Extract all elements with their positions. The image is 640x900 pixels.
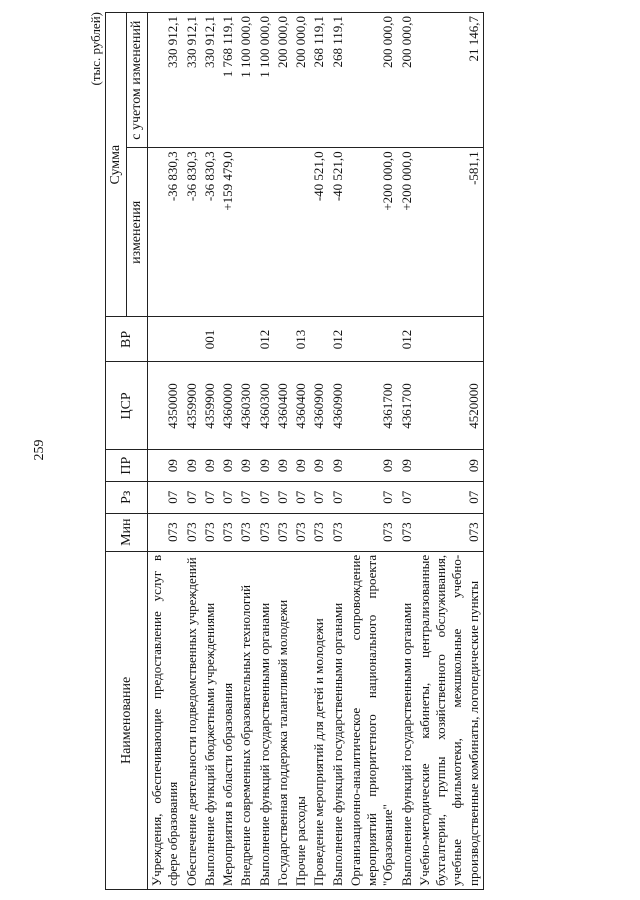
cell-rz: 07 [292, 481, 310, 513]
cell-csr: 4360900 [329, 362, 347, 450]
cell-csr: 4360000 [219, 362, 237, 450]
cell-total: 330 912,1 [183, 13, 201, 148]
cell-pr: 09 [274, 450, 292, 482]
cell-csr: 4360400 [274, 362, 292, 450]
cell-vr: 012 [329, 317, 347, 362]
table-row [292, 13, 310, 890]
cell-pr: 09 [398, 450, 416, 482]
cell-rz: 07 [201, 481, 219, 513]
cell-pr: 09 [201, 450, 219, 482]
table-row [148, 13, 183, 890]
cell-total: 1 100 000,0 [237, 13, 255, 148]
cell-rz: 07 [329, 481, 347, 513]
budget-table [105, 12, 484, 890]
cell-vr [219, 317, 237, 362]
cell-rz: 07 [237, 481, 255, 513]
cell-min: 073 [347, 513, 398, 551]
table-row [310, 13, 328, 890]
cell-pr: 09 [310, 450, 328, 482]
cell-name: Учебно-методические кабинеты, централизованные бухгалтерии, группы хозяйственного обслуживания, учебные фильмотеки, межшкольные учебно-производственные комбинаты, логопедические пункты [416, 551, 484, 889]
cell-total: 200 000,0 [398, 13, 416, 148]
table-row [201, 13, 219, 890]
cell-pr: 09 [219, 450, 237, 482]
cell-name: Проведение мероприятий для детей и молодежи [310, 551, 328, 889]
header-sum: Сумма [106, 13, 127, 317]
cell-rz: 07 [256, 481, 274, 513]
cell-rz: 07 [416, 481, 484, 513]
cell-name: Обеспечение деятельности подведомственных учреждений [183, 551, 201, 889]
cell-csr: 4360300 [237, 362, 255, 450]
table-row [237, 13, 255, 890]
cell-vr [347, 317, 398, 362]
cell-csr: 4359900 [201, 362, 219, 450]
cell-change: +200 000,0 [398, 148, 416, 317]
cell-change: -36 830,3 [201, 148, 219, 317]
cell-rz: 07 [347, 481, 398, 513]
cell-rz: 07 [398, 481, 416, 513]
cell-change: -36 830,3 [148, 148, 183, 317]
header-min: Мин [106, 513, 148, 551]
cell-min: 073 [329, 513, 347, 551]
cell-pr: 09 [183, 450, 201, 482]
cell-csr: 4520000 [416, 362, 484, 450]
cell-pr: 09 [256, 450, 274, 482]
cell-min: 073 [416, 513, 484, 551]
header-with-change: с учетом изменений [127, 13, 148, 148]
cell-min: 073 [183, 513, 201, 551]
cell-rz: 07 [183, 481, 201, 513]
cell-csr: 4350000 [148, 362, 183, 450]
cell-pr: 09 [416, 450, 484, 482]
cell-name: Внедрение современных образовательных технологий [237, 551, 255, 889]
header-pr: ПР [106, 450, 148, 482]
cell-min: 073 [219, 513, 237, 551]
cell-csr: 4360900 [310, 362, 328, 450]
table-row [183, 13, 201, 890]
cell-total: 200 000,0 [274, 13, 292, 148]
cell-vr [416, 317, 484, 362]
table-row [416, 13, 484, 890]
cell-min: 073 [237, 513, 255, 551]
cell-pr: 09 [148, 450, 183, 482]
cell-csr: 4361700 [347, 362, 398, 450]
cell-min: 073 [201, 513, 219, 551]
cell-rz: 07 [219, 481, 237, 513]
cell-name: Государственная поддержка талантливой молодежи [274, 551, 292, 889]
cell-csr: 4361700 [398, 362, 416, 450]
header-change: изменения [127, 148, 148, 317]
table-row [398, 13, 416, 890]
cell-pr: 09 [237, 450, 255, 482]
cell-pr: 09 [292, 450, 310, 482]
cell-change: -581,1 [416, 148, 484, 317]
cell-change: +200 000,0 [347, 148, 398, 317]
cell-min: 073 [274, 513, 292, 551]
cell-change: -36 830,3 [183, 148, 201, 317]
header-rz: Рз [106, 481, 148, 513]
cell-min: 073 [310, 513, 328, 551]
cell-rz: 07 [310, 481, 328, 513]
cell-total: 1 768 119,1 [219, 13, 237, 148]
cell-min: 073 [292, 513, 310, 551]
cell-vr [310, 317, 328, 362]
cell-name: Мероприятия в области образования [219, 551, 237, 889]
table-row [329, 13, 347, 890]
cell-csr: 4360400 [292, 362, 310, 450]
cell-min: 073 [148, 513, 183, 551]
cell-name: Учреждения, обеспечивающие предоставление услуг в сфере образования [148, 551, 183, 889]
cell-total: 268 119,1 [310, 13, 328, 148]
cell-change: -40 521,0 [329, 148, 347, 317]
cell-change [256, 148, 274, 317]
cell-vr [148, 317, 183, 362]
cell-name: Выполнение функций государственными органами [329, 551, 347, 889]
cell-change [292, 148, 310, 317]
rotated-sheet [60, 0, 640, 900]
cell-total: 200 000,0 [292, 13, 310, 148]
cell-total: 1 100 000,0 [256, 13, 274, 148]
cell-vr [237, 317, 255, 362]
cell-change: +159 479,0 [219, 148, 237, 317]
cell-min: 073 [398, 513, 416, 551]
cell-rz: 07 [148, 481, 183, 513]
cell-vr: 001 [201, 317, 219, 362]
table-row [274, 13, 292, 890]
cell-total: 330 912,1 [201, 13, 219, 148]
cell-name: Выполнение функций бюджетными учреждениями [201, 551, 219, 889]
cell-change: -40 521,0 [310, 148, 328, 317]
cell-total: 330 912,1 [148, 13, 183, 148]
cell-vr: 012 [256, 317, 274, 362]
table-row [219, 13, 237, 890]
cell-change [237, 148, 255, 317]
cell-pr: 09 [329, 450, 347, 482]
cell-total: 21 146,7 [416, 13, 484, 148]
cell-change [274, 148, 292, 317]
cell-name: Прочие расходы [292, 551, 310, 889]
header-vr: ВР [106, 317, 148, 362]
cell-total: 200 000,0 [347, 13, 398, 148]
cell-vr [183, 317, 201, 362]
table-body [148, 13, 484, 890]
page-number: 259 [32, 439, 47, 461]
cell-csr: 4360300 [256, 362, 274, 450]
cell-pr: 09 [347, 450, 398, 482]
cell-csr: 4359900 [183, 362, 201, 450]
header-name: Наименование [106, 551, 148, 889]
header-csr: ЦСР [106, 362, 148, 450]
cell-name: Организационно-аналитическое сопровождение мероприятий приоритетного национального проекта "Образование" [347, 551, 398, 889]
cell-vr: 013 [292, 317, 310, 362]
cell-rz: 07 [274, 481, 292, 513]
cell-vr: 012 [398, 317, 416, 362]
cell-name: Выполнение функций государственными органами [256, 551, 274, 889]
cell-min: 073 [256, 513, 274, 551]
cell-total: 268 119,1 [329, 13, 347, 148]
cell-vr [274, 317, 292, 362]
cell-name: Выполнение функций государственными органами [398, 551, 416, 889]
table-row [256, 13, 274, 890]
units-label: (тыс. рублей) [88, 12, 103, 86]
table-row [347, 13, 398, 890]
